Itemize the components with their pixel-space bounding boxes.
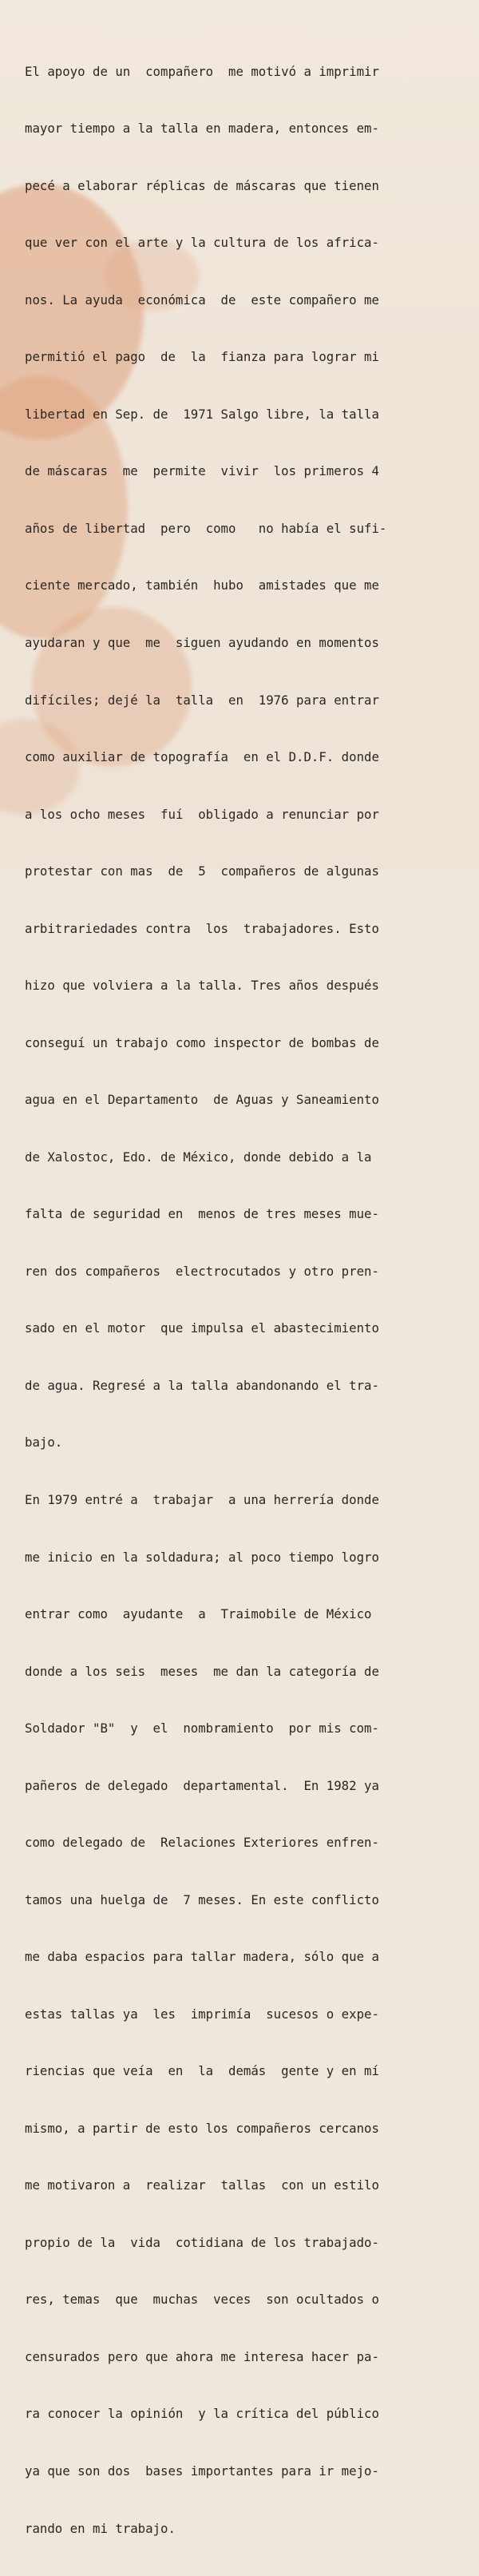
text-line: riencias que veía en la demás gente y en mí <box>25 2063 379 2079</box>
text-line: censurados pero que ahora me interesa hacer pa- <box>25 2348 379 2364</box>
text-line: hizo que volviera a la talla. Tres años después <box>25 978 379 994</box>
text-line: protestar con mas de 5 compañeros de algunas <box>25 863 379 879</box>
text-line: me daba espacios para tallar madera, sólo que a <box>25 1949 379 1965</box>
text-line: libertad en Sep. de 1971 Salgo libre, la talla <box>25 406 379 422</box>
text-line: de máscaras me permite vivir los primeros 4 <box>25 463 379 479</box>
text-line: difíciles; dejé la talla en 1976 para entrar <box>25 692 379 708</box>
text-line: agua en el Departamento de Aguas y Saneamiento <box>25 1092 379 1108</box>
text-line: En 1979 entré a trabajar a una herrería donde <box>25 1491 379 1507</box>
text-line: tamos una huelga de 7 meses. En este conflicto <box>25 1891 379 1907</box>
text-line: donde a los seis meses me dan la categoría de <box>25 1663 379 1679</box>
text-line: a los ocho meses fuí obligado a renunciar por <box>25 806 379 822</box>
text-line: pañeros de delegado departamental. En 1982 ya <box>25 1777 379 1793</box>
text-line: me inicio en la soldadura; al poco tiempo logro <box>25 1549 379 1565</box>
text-line: permitió el pago de la fianza para lograr mi <box>25 349 379 365</box>
text-line: ayudaran y que me siguen ayudando en momentos <box>25 635 379 650</box>
text-line: de Xalostoc, Edo. de México, donde debido a la <box>25 1149 372 1165</box>
text-line: El apoyo de un compañero me motivó a imprimir <box>25 63 379 79</box>
text-line: de agua. Regresé a la talla abandonando el tra- <box>25 1377 379 1393</box>
text-line: años de libertad pero como no había el sufi- <box>25 520 387 536</box>
text-line: conseguí un trabajo como inspector de bombas de <box>25 1034 379 1050</box>
text-line: mayor tiempo a la talla en madera, entonces em- <box>25 121 379 137</box>
text-line: pecé a elaborar réplicas de máscaras que tienen <box>25 177 379 193</box>
text-line: entrar como ayudante a Traimobile de México <box>25 1606 372 1622</box>
typewritten-text <box>25 24 460 2576</box>
text-line: me motivaron a realizar tallas con un estilo <box>25 2177 379 2193</box>
text-line: nos. La ayuda económica de este compañero me <box>25 292 379 308</box>
text-line: sado en el motor que impulsa el abastecimiento <box>25 1320 379 1336</box>
text-line: Soldador "B" y el nombramiento por mis com- <box>25 1721 379 1737</box>
text-line: como auxiliar de topografía en el D.D.F. donde <box>25 749 379 765</box>
text-line: rando en mi trabajo. <box>25 2520 176 2536</box>
text-line: estas tallas ya les imprimía sucesos o expe- <box>25 2006 379 2022</box>
text-line: mismo, a partir de esto los compañeros cercanos <box>25 2120 379 2136</box>
text-line: como delegado de Relaciones Exteriores enfren- <box>25 1835 379 1851</box>
text-line: propio de la vida cotidiana de los trabajado- <box>25 2234 379 2250</box>
text-line: ra conocer la opinión y la crítica del público <box>25 2406 379 2422</box>
text-line: ren dos compañeros electrocutados y otro pren- <box>25 1263 379 1279</box>
text-line: arbitrariedades contra los trabajadores. Esto <box>25 920 379 936</box>
text-line: res, temas que muchas veces son ocultados o <box>25 2292 379 2308</box>
text-line: ya que son dos bases importantes para ir mejo- <box>25 2463 379 2479</box>
text-line: bajo. <box>25 1435 63 1451</box>
text-line: que ver con el arte y la cultura de los africa- <box>25 235 379 251</box>
text-line: ciente mercado, también hubo amistades que me <box>25 578 379 593</box>
text-line: falta de seguridad en menos de tres meses mue- <box>25 1206 379 1222</box>
